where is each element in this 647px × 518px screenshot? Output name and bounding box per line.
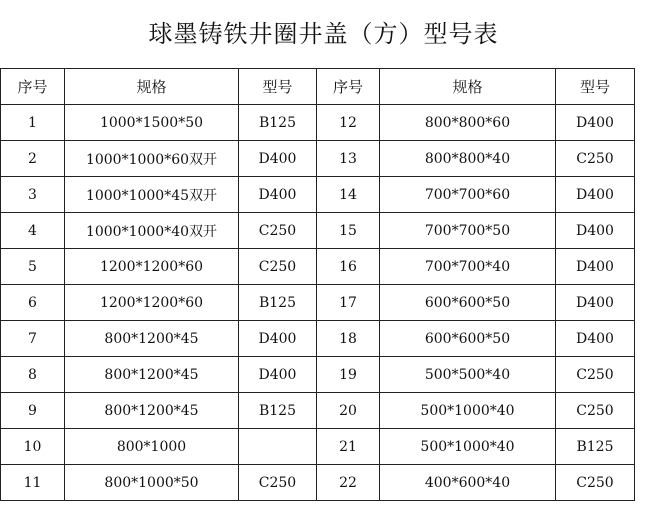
cell-no: 7 (1, 321, 65, 357)
cell-spec: 700*700*60 (380, 177, 556, 213)
cell-no: 4 (1, 213, 65, 249)
cell-spec: 500*1000*40 (380, 393, 556, 429)
cell-model: D400 (556, 105, 635, 141)
cell-model: C250 (556, 465, 635, 501)
cell-model: D400 (239, 321, 317, 357)
cell-spec: 1200*1200*60 (65, 249, 239, 285)
cell-spec: 1200*1200*60 (65, 285, 239, 321)
header-no-right: 序号 (317, 69, 380, 105)
cell-model: B125 (239, 285, 317, 321)
table-row (1, 105, 635, 141)
header-spec-right: 规格 (380, 69, 556, 105)
cell-no: 5 (1, 249, 65, 285)
cell-no: 9 (1, 393, 65, 429)
cell-no: 17 (317, 285, 380, 321)
cell-no: 18 (317, 321, 380, 357)
table-row (1, 393, 635, 429)
cell-no: 11 (1, 465, 65, 501)
cell-spec: 800*800*40 (380, 141, 556, 177)
cell-model: C250 (556, 393, 635, 429)
cell-model: C250 (239, 213, 317, 249)
cell-model: D400 (556, 285, 635, 321)
cell-spec: 400*600*40 (380, 465, 556, 501)
header-row (1, 69, 635, 105)
cell-no: 10 (1, 429, 65, 465)
cell-spec: 500*500*40 (380, 357, 556, 393)
cell-no: 3 (1, 177, 65, 213)
cell-no: 2 (1, 141, 65, 177)
cell-model: B125 (556, 429, 635, 465)
cell-spec: 800*1200*45 (65, 321, 239, 357)
cell-no: 20 (317, 393, 380, 429)
cell-no: 8 (1, 357, 65, 393)
cell-spec: 1000*1500*50 (65, 105, 239, 141)
cell-no: 14 (317, 177, 380, 213)
cell-no: 22 (317, 465, 380, 501)
cell-model: D400 (556, 177, 635, 213)
cell-no: 6 (1, 285, 65, 321)
header-no-left: 序号 (1, 69, 65, 105)
cell-no: 12 (317, 105, 380, 141)
cell-spec: 700*700*40 (380, 249, 556, 285)
cell-no: 19 (317, 357, 380, 393)
cell-spec: 500*1000*40 (380, 429, 556, 465)
cell-no: 16 (317, 249, 380, 285)
cell-spec: 600*600*50 (380, 321, 556, 357)
table-row (1, 213, 635, 249)
cell-no: 15 (317, 213, 380, 249)
cell-spec: 800*1000*50 (65, 465, 239, 501)
header-model-right: 型号 (556, 69, 635, 105)
table-row (1, 429, 635, 465)
table-row (1, 177, 635, 213)
cell-model: B125 (239, 105, 317, 141)
cell-model: D400 (556, 321, 635, 357)
cell-model: D400 (556, 249, 635, 285)
cell-spec: 800*1200*45 (65, 393, 239, 429)
table-row (1, 465, 635, 501)
cell-spec: 800*1200*45 (65, 357, 239, 393)
cell-model: D400 (556, 213, 635, 249)
cell-spec: 1000*1000*45双开 (65, 177, 239, 213)
header-model-left: 型号 (239, 69, 317, 105)
cell-model: D400 (239, 357, 317, 393)
table-row (1, 249, 635, 285)
cell-model: C250 (556, 141, 635, 177)
cell-no: 1 (1, 105, 65, 141)
cell-model: C250 (239, 249, 317, 285)
cell-model: C250 (239, 465, 317, 501)
cell-spec: 800*800*60 (380, 105, 556, 141)
table-title: 球墨铸铁井圈井盖（方）型号表 (148, 20, 499, 48)
table-row (1, 357, 635, 393)
cell-spec: 1000*1000*60双开 (65, 141, 239, 177)
table-row (1, 141, 635, 177)
model-table (0, 68, 635, 501)
cell-spec: 700*700*50 (380, 213, 556, 249)
cell-no: 13 (317, 141, 380, 177)
cell-model: D400 (239, 141, 317, 177)
cell-model (239, 429, 317, 465)
table-row (1, 321, 635, 357)
cell-model: C250 (556, 357, 635, 393)
header-spec-left: 规格 (65, 69, 239, 105)
cell-no: 21 (317, 429, 380, 465)
table-row (1, 285, 635, 321)
cell-spec: 800*1000 (65, 429, 239, 465)
cell-spec: 600*600*50 (380, 285, 556, 321)
cell-model: D400 (239, 177, 317, 213)
cell-spec: 1000*1000*40双开 (65, 213, 239, 249)
cell-model: B125 (239, 393, 317, 429)
